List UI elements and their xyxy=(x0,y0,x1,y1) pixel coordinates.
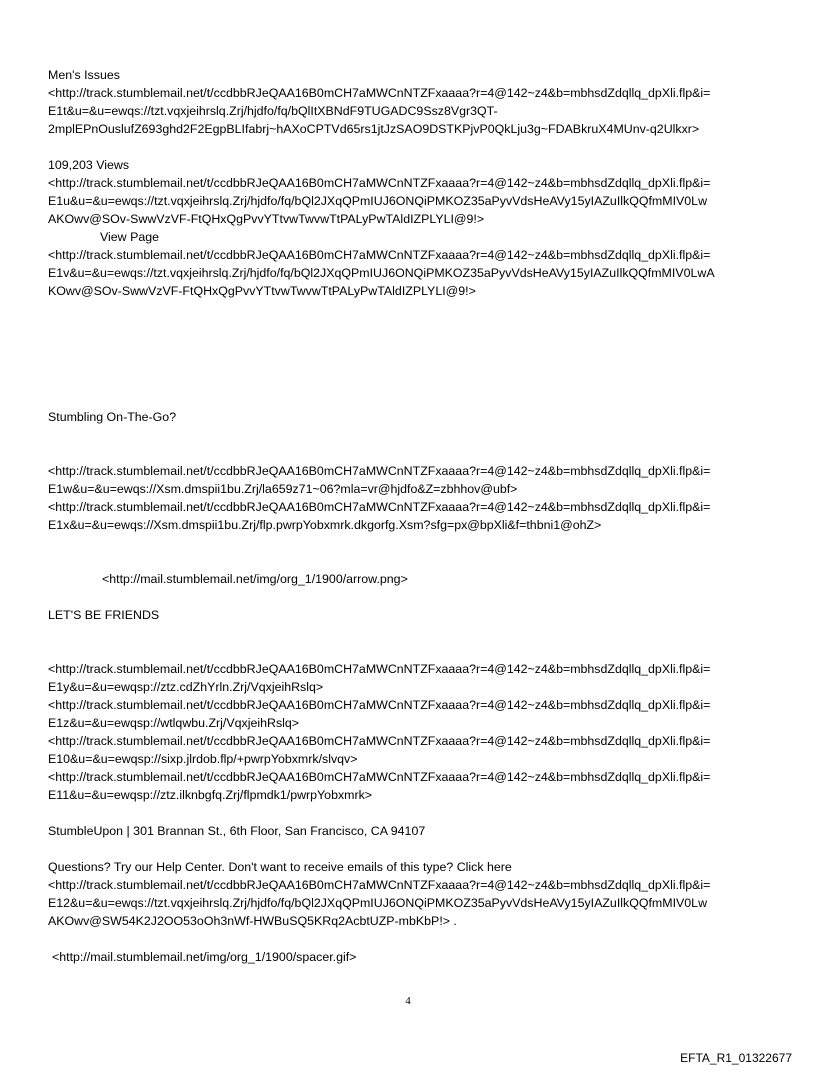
spacer xyxy=(48,624,788,660)
spacer xyxy=(48,300,788,390)
spacer xyxy=(48,534,788,570)
page-number: 4 xyxy=(405,995,411,1007)
bates-number: EFTA_R1_01322677 xyxy=(680,1051,792,1065)
stumbling-link-line-2[interactable]: E1w&u=&u=ewqs://Xsm.dmspii1bu.Zrj/la659z71~06?mla=vr@hjdfo&Z=zbhhov@ubf> xyxy=(48,482,518,496)
views-count: 109,203 Views xyxy=(48,158,130,172)
spacer xyxy=(48,444,788,462)
spacer xyxy=(48,588,788,606)
friends-link-line-3[interactable]: <http://track.stumblemail.net/t/ccdbbRJeQAA16B0mCH7aMWCnNTZFxaaaa?r=4@142~z4&b=mbhsdZdqllq_dpXli.flp&i= xyxy=(48,698,711,712)
footer-questions-line-4[interactable]: AKOwv@SW54K2J2OO53oOh3nWf-HWBuSQ5KRq2AcbtUZP-mbKbP!> . xyxy=(48,914,457,928)
view-page-label[interactable]: View Page xyxy=(100,230,160,244)
view-page-link-line-3[interactable]: KOwv@SOv-SwwVzVF-FtQHxQgPvvYTtvwTwvwTtPALyPwTAldIZPLYLI@9!> xyxy=(48,284,476,298)
spacer-image-link[interactable]: <http://mail.stumblemail.net/img/org_1/1900/spacer.gif> xyxy=(52,950,357,964)
friends-link-line-5[interactable]: <http://track.stumblemail.net/t/ccdbbRJeQAA16B0mCH7aMWCnNTZFxaaaa?r=4@142~z4&b=mbhsdZdqllq_dpXli.flp&i= xyxy=(48,734,711,748)
spacer xyxy=(48,930,788,948)
views-link-line-3[interactable]: AKOwv@SOv-SwwVzVF-FtQHxQgPvvYTtvwTwvwTtPALyPwTAldIZPLYLI@9!> xyxy=(48,212,485,226)
men-issues-link-line-2[interactable]: E1t&u=&u=ewqs://tzt.vqxjeihrslq.Zrj/hjdfo/fq/bQlItXBNdF9TUGADC9Ssz8Vgr3QT- xyxy=(48,104,498,118)
stumbling-link-line-3[interactable]: <http://track.stumblemail.net/t/ccdbbRJeQAA16B0mCH7aMWCnNTZFxaaaa?r=4@142~z4&b=mbhsdZdqllq_dpXli.flp&i= xyxy=(48,500,711,514)
footer-questions-line-3[interactable]: E12&u=&u=ewqs://tzt.vqxjeihrslq.Zrj/hjdfo/fq/bQl2JXqQPmIUJ6ONQiPMKOZ35aPyvVdsHeAVy15yIAZuIlkQQfmMIV0Lw xyxy=(48,896,708,910)
friends-link-line-4[interactable]: E1z&u=&u=ewqsp://wtlqwbu.Zrj/VqxjeihRslq> xyxy=(48,716,300,730)
men-issues-link-line-3[interactable]: 2mplEPnOuslufZ693ghd2F2EgpBLIfabrj~hAXoCPTVd65rs1jtJzSAO9DSTKPjvP0QkLju3g~FDABkruX4MUnv-q2Ulkxr> xyxy=(48,122,700,136)
footer-questions-line-2[interactable]: <http://track.stumblemail.net/t/ccdbbRJeQAA16B0mCH7aMWCnNTZFxaaaa?r=4@142~z4&b=mbhsdZdqllq_dpXli.flp&i= xyxy=(48,878,711,892)
friends-link-line-1[interactable]: <http://track.stumblemail.net/t/ccdbbRJeQAA16B0mCH7aMWCnNTZFxaaaa?r=4@142~z4&b=mbhsdZdqllq_dpXli.flp&i= xyxy=(48,662,711,676)
friends-link-line-6[interactable]: E10&u=&u=ewqsp://sixp.jlrdob.flp/+pwrpYobxmrk/slvqv> xyxy=(48,752,358,766)
stumbling-heading: Stumbling On-The-Go? xyxy=(48,410,177,424)
footer-address: StumbleUpon | 301 Brannan St., 6th Floor, San Francisco, CA 94107 xyxy=(48,824,426,838)
views-link-line-2[interactable]: E1u&u=&u=ewqs://tzt.vqxjeihrslq.Zrj/hjdfo/fq/bQl2JXqQPmIUJ6ONQiPMKOZ35aPyvVdsHeAVy15yIAZuIlkQQfmMIV0Lw xyxy=(48,194,708,208)
men-issues-heading: Men's Issues xyxy=(48,68,120,82)
stumbling-link-line-1[interactable]: <http://track.stumblemail.net/t/ccdbbRJeQAA16B0mCH7aMWCnNTZFxaaaa?r=4@142~z4&b=mbhsdZdqllq_dpXli.flp&i= xyxy=(48,464,711,478)
email-document xyxy=(48,66,788,966)
friends-link-line-2[interactable]: E1y&u=&u=ewqsp://ztz.cdZhYrln.Zrj/VqxjeihRslq> xyxy=(48,680,324,694)
friends-link-line-8[interactable]: E11&u=&u=ewqsp://ztz.ilknbgfq.Zrj/flpmdk1/pwrpYobxmrk> xyxy=(48,788,373,802)
view-page-link-line-1[interactable]: <http://track.stumblemail.net/t/ccdbbRJeQAA16B0mCH7aMWCnNTZFxaaaa?r=4@142~z4&b=mbhsdZdqllq_dpXli.flp&i= xyxy=(48,248,711,262)
men-issues-link-line-1[interactable]: <http://track.stumblemail.net/t/ccdbbRJeQAA16B0mCH7aMWCnNTZFxaaaa?r=4@142~z4&b=mbhsdZdqllq_dpXli.flp&i= xyxy=(48,86,711,100)
friends-link-line-7[interactable]: <http://track.stumblemail.net/t/ccdbbRJeQAA16B0mCH7aMWCnNTZFxaaaa?r=4@142~z4&b=mbhsdZdqllq_dpXli.flp&i= xyxy=(48,770,711,784)
friends-heading: LET'S BE FRIENDS xyxy=(48,608,160,622)
footer-questions-line-1[interactable]: Questions? Try our Help Center. Don't want to receive emails of this type? Click here xyxy=(48,860,512,874)
arrow-image-link[interactable]: <http://mail.stumblemail.net/img/org_1/1900/arrow.png> xyxy=(102,572,408,586)
spacer xyxy=(48,804,788,822)
spacer xyxy=(48,426,788,444)
view-page-link-line-2[interactable]: E1v&u=&u=ewqs://tzt.vqxjeihrslq.Zrj/hjdfo/fq/bQl2JXqQPmIUJ6ONQiPMKOZ35aPyvVdsHeAVy15yIAZuIlkQQfmMIV0LwA xyxy=(48,266,715,280)
spacer xyxy=(48,390,788,408)
stumbling-link-line-4[interactable]: E1x&u=&u=ewqs://Xsm.dmspii1bu.Zrj/flp.pwrpYobxmrk.dkgorfg.Xsm?sfg=px@bpXli&f=thbni1@ohZ> xyxy=(48,518,602,532)
views-link-line-1[interactable]: <http://track.stumblemail.net/t/ccdbbRJeQAA16B0mCH7aMWCnNTZFxaaaa?r=4@142~z4&b=mbhsdZdqllq_dpXli.flp&i= xyxy=(48,176,711,190)
spacer xyxy=(48,138,788,156)
spacer xyxy=(48,840,788,858)
